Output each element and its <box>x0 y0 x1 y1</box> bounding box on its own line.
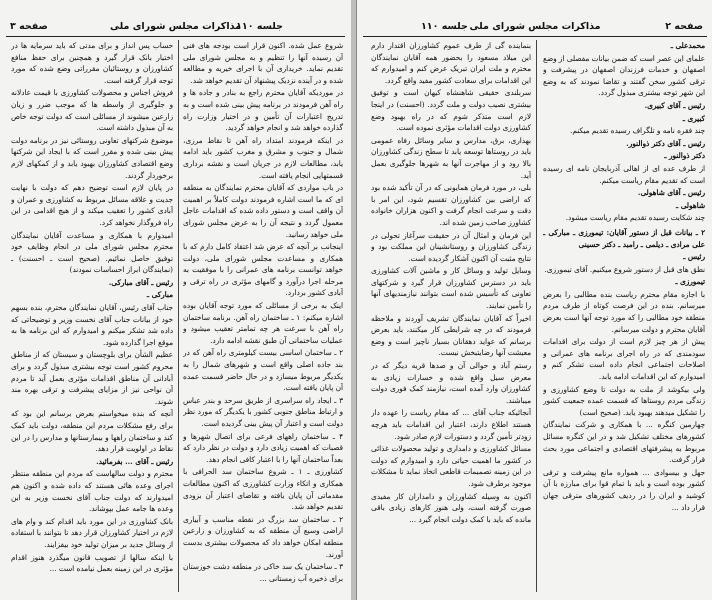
paragraph: ولی بیکوشد از ملت به دولت تا وضع کشاورزی و زندگی مردم روستاها که قسمت عمده جمعیت کشور را تشکیل میدهند بهبود یابد. (صحیح است) <box>543 384 705 417</box>
left-page-title: مذاکرات مجلس شورای ملی <box>110 21 241 32</box>
paragraph: بلی، در مورد فرمان همایونی که در آن تأکید شده بود که اراضی بین کشاورزان تقسیم شود، این امر با دقت و سرعت انجام گرفت و اکنون هزاران خانواده کشاورز صاحب زمین شده اند. <box>371 183 531 227</box>
paragraph: اینک به برخی از مسائلی که مورد توجه آقایان بوده اشاره میکنم: ۱ ـ ساختمان راه آهن. برنامه ساختمان راه آهن با سرعت هر چه تمامتر تعقیب میشود و عملیات ساختمانی آن طبق نقشه ادامه دارد. <box>183 301 343 345</box>
paragraph: سربلندی حقیقی شاهنشاه کیهان است و توفیق بیشتری نصیب دولت و ملت گردد. (احسنت) در اینجا لازم است متذکر شوم که در راه بهبود وضع کشاورزی دولت اقدامات مؤثری نموده است. <box>371 88 531 133</box>
speaker-line: رئیس ـ آقای ... بفرمائید. <box>96 456 173 466</box>
paragraph: جهل و بیسوادی ... همواره مانع پیشرفت و ترقی کشور بوده است و باید با تمام قوا برای مبارزه با آن کوشید و ایران را در ردیف کشورهای مترقی جهان قرار داد ... <box>543 467 705 512</box>
paragraph: ۳ ـ ساختمان یک سد خاکی در منطقه دشت خوزستان برای ذخیره آب زمستانی ... <box>183 562 343 583</box>
speaker-line: تیمورزی ـ <box>675 277 705 287</box>
left-page-column-right <box>183 40 343 592</box>
right-page-header <box>363 20 707 34</box>
paragraph: فروش اجناس و محصولات کشاورزی با قیمت عادلانه و جلوگیری از واسطه ها که موجب ضرر و زیان زارعین میشوند از مسائلی است که دولت توجه خاص به آن مبذول داشته است. <box>11 88 173 133</box>
paragraph: بنماینده گی از طرف عموم کشاورزان اقتدار دارم این میلاد مسعود را بحضور همه آقایان نمایندگان محترم و ملت ایران تبریک عرض کنم و امیدوارم که این اقدامات برای سعادت کشور مفید واقع گردد. <box>371 41 531 85</box>
paragraph: پیش از هر چیز لازم است از دولت برای اقدامات سودمندی که در راه اجرای برنامه های عمرانی و اصلاحات اجتماعی انجام داده است تشکر کنم و امیدوارم که این اقدامات ادامه یابد. <box>543 337 705 382</box>
paragraph: از طرف عده ای از اهالی آذربایجان نامه ای رسیده است که تقدیم مقام ریاست میکنم. <box>543 163 705 185</box>
left-page-number: صفحه ۳ <box>10 21 48 32</box>
right-page <box>356 0 712 600</box>
paragraph: ۲ ـ ساختمان سد بزرگ در نقطه مناسب و آبیاری اراضی وسیع آن منطقه که به کشاورزان و زارعین منطقه امکان خواهد داد که محصولات بیشتری بدست آورند. <box>183 514 343 559</box>
paragraph: بهداری، برق، مدارس و سایر وسائل رفاه عمومی باید در روستاها توسعه یابد تا سطح زندگی کشاورزان بالا رود و از مهاجرت آنها به شهرها جلوگیری بعمل آید. <box>371 135 531 180</box>
left-page <box>0 0 352 600</box>
left-page-session: جلسه ۱۱۰ <box>236 21 283 32</box>
paragraph: نطق های قبل از دستور شروع میکنیم. آقای تیمورزی. <box>544 264 705 274</box>
paragraph: عظیم الشأن برای بلوچستان و سیستان که از مناطق محروم کشور است توجه بیشتری مبذول گردد و برای آبادانی آن مناطق اقدامات مؤثری بعمل آید تا مردم آن نواحی نیز از مزایای پیشرفت و ترقی بهره مند شوند. <box>11 350 173 406</box>
paragraph: بانک کشاورزی در این مورد باید اقدام کند و وام های لازم در اختیار کشاورزان قرار دهد تا بتوانند با استفاده از وسائل جدید بر میزان تولید خود بیفزایند. <box>11 516 173 549</box>
paragraph: امیدوارم با همکاری و مساعدت آقایان نمایندگان محترم مجلس شورای ملی در انجام وظایف خود توفیق حاصل نمائیم. (صحیح است ـ احسنت) ـ (نمایندگان ابراز احساسات نمودند) <box>11 230 173 275</box>
speaker-line: رئیس ـ آقای مبارکی. <box>108 277 173 287</box>
speaker-line: کبیری ـ <box>682 113 705 123</box>
paragraph: ۳ ـ ایجاد راه سراسری از طریق سرحد و بندر عباس و ارتباط مناطق جنوبی کشور با یکدیگر که مورد نظر دولت است و اعتبار آن پیش بینی گردیده است. <box>183 395 343 428</box>
paragraph: رستم آباد و حوالی آن و صدها قریه دیگر که در معرض سیل واقع شده و خسارات زیادی به کشاورزان وارد آمده است، نیازمند کمک فوری دولت میباشند. <box>371 361 531 405</box>
speaker-line: رئیس ـ آقای شاهولی. <box>637 188 705 198</box>
paragraph: با اجازه مقام محترم ریاست بنده مطالبی را بعرض میرسانم. بنده در این فرصت کوتاه از طرف مردم منطقه خود مطالبی را که مورد توجه آنها است بعرض آقایان محترم و دولت میرسانم. <box>543 289 705 334</box>
right-page-title: مذاکرات مجلس شورای ملی <box>469 21 601 32</box>
left-header-rule <box>6 36 345 37</box>
paragraph: ۴ ـ ساختمان راههای فرعی برای اتصال شهرها و قصبات که اهمیت زیادی دارد و دولت در نظر دارد که بعداً ساختمان آنها را با اعتبار کافی انجام دهد. <box>183 431 343 464</box>
paragraph: حساب پس انداز و برای مدتی که باید سرمایه ها در اختیار بانک قرار گیرد و همچنین برای حفظ منافع کشاورزان و روستائیان مقرراتی وضع شده که مورد توجه قرار گرفته است. <box>11 41 173 85</box>
speaker-line: رئیس ـ آقای دکتر ذوالنور. <box>626 138 705 148</box>
speaker-line: رئیس ـ <box>683 252 705 262</box>
paragraph: این فرمان و امثال آن در حقیقت سرآغاز تحولی در زندگی کشاورزان و روستانشینان این مملکت بود و نتایج مثبت آن اکنون آشکار گردیده است. <box>371 230 531 263</box>
right-column-divider <box>536 40 537 592</box>
paragraph: در باب مواردی که آقایان محترم نمایندگان به منطقه ای که ما است اشاره فرمودند دولت کاملاً بر اهمیت آن واقف است و دستور داده شده که اقدامات عاجل معمول گردد و نتیجه آن را به عرض مجلس شورای ملی خواهد رسانید. <box>183 183 343 239</box>
left-page-column-left <box>11 40 173 592</box>
paragraph: چهارمین کنگره ... با همکاری و شرکت نمایندگان کشورهای مختلف تشکیل شد و در این کنگره مسائل مربوط به پیشرفتهای اقتصادی و اجتماعی مورد بحث قرار گرفت. <box>543 420 705 465</box>
paragraph: اکنون به وسیله کشاورزان و دامداران کار مفیدی صورت گرفته است، ولی هنوز کارهای زیادی باقی مانده که باید با کمک دولت انجام گیرد ... <box>371 491 531 524</box>
paragraph: شروع عمل شده. اکنون قرار است بودجه های فنی آن رسیده آنها را تنظیم و به مجلس شورای ملی تقدیم نماید. خریداری آن با اجرای خیریه و مطالعه شده و در آینده نزدیک پیشنهاد آن تقدیم خواهد شد. <box>183 41 343 85</box>
paragraph: با اینکه سالها از تصویب قانون میگذرد هنوز اقدام مؤثری در این زمینه بعمل نیامده است ... <box>11 552 173 574</box>
paragraph: آنجائیکه جناب آقای ... که مقام ریاست را عهده دار هستند اطلاع دارند، اعتبار این اقدامات باید هرچه زودتر تأمین گردد و دستورات لازم صادر شود. <box>371 408 531 441</box>
left-page-header <box>6 20 345 34</box>
speaker-line: مبارکی ـ <box>146 290 173 300</box>
right-page-column-left <box>371 40 531 592</box>
paragraph: محترم و دولت سالهاست که مردم این منطقه منتظر اجرای وعده هائی هستند که داده شده و اکنون هم امیدوارند که دولت جناب آقای نخست وزیر به این وعده ها جامه عمل بپوشاند. <box>11 469 173 514</box>
paragraph: اخیراً که آقایان نمایندگان تشریف آوردند و ملاحظه فرمودند که در چه شرایطی کار میکنند، باید بعرض برسانم که عواید دهقانان بسیار ناچیز است و وضع معیشت آنها رضایتبخش نیست. <box>371 313 531 358</box>
paragraph: موضوع شرکتهای تعاونی روستائی نیز در برنامه دولت پیش بینی شده و مقرر است که با ایجاد این شرکتها وضع اقتصادی کشاورزان بهبود یابد و از کمکهای لازم برخوردار گردند. <box>11 135 173 180</box>
right-page-session: جلسه ۱۱۰ <box>421 21 468 32</box>
paragraph: ۲ ـ ساختمان اساسی بیست کیلومتری راه آهن که در بند جاده اصلی واقع است و شهرهای شمال را به یکدیگر مربوط میسازد و در حال حاضر قسمت عمده آن پایان یافته است. <box>183 348 343 393</box>
left-column-divider <box>178 40 179 592</box>
paragraph: در موردیکه آقایان محترم راجع به بنادر و جاده ها و راه آهن فرمودند در برنامه پیش بینی شده است و به تدریج اعتبارات آن تأمین و در اختیار وزارت راه گذارده خواهد شد و انجام خواهد گردید. <box>183 88 343 133</box>
paragraph: مسائل کشاورزی و دامداری و تولید محصولات غذائی در کشور ما اهمیت حیاتی دارد و امیدوارم که دولت در این زمینه تصمیمات قاطعی اتخاذ نماید تا مشکلات موجود برطرف شود. <box>371 444 531 488</box>
speaker-line: رئیس ـ آقای کبیری. <box>644 100 705 110</box>
speaker-line: شاهولی ـ <box>676 200 705 210</box>
paragraph: کشاورزی ـ ۱ ـ شروع ساختمان سد الحرافی با همکاری و اتکاء وزارت کشاورزی که اکنون مطالعات مقدماتی آن پایان یافته و تقاضای اعتبار آن بزودی تقدیم خواهد شد. <box>183 467 343 512</box>
section-heading: ۲ ـ بیانات قبل از دستور آقایان: تیمورزی ـ مبارکی ـ علی مرادی ـ دیلمی ـ رامبد ـ دکتر حسینی <box>543 227 705 249</box>
paragraph: چند فقره نامه و تلگراف رسیده تقدیم میکنم. <box>570 126 705 136</box>
right-page-number: صفحه ۲ <box>665 21 703 32</box>
paragraph: جناب آقای رئیس، آقایان نمایندگان محترم، بنده بسهم خود از بیانات جناب آقای نخست وزیر و توضیحاتی که داده شد تشکر میکنم و امیدوارم که این برنامه ها به موقع اجرا گذارده شود. <box>11 303 173 347</box>
paragraph: اینجانب بر آنچه که عرض شد اعتقاد کامل دارم که با همکاری و مساعدت مجلس شورای ملی، دولت خواهد توانست برنامه های عمرانی را با موفقیت به مرحله اجرا درآورد و گامهای مؤثری در راه ترقی و آبادی کشور بردارد. <box>183 242 343 298</box>
paragraph: آنچه که بنده میخواستم بعرض برسانم این بود که برای رفع مشکلات مردم این منطقه، دولت باید کمک کند و ساختمان راهها و بیمارستانها و مدارس را در این نقاط در اولویت قرار دهد. <box>11 409 173 454</box>
speaker-line: دکتر ذوالنور ـ <box>664 151 705 161</box>
right-page-column-right <box>543 40 705 592</box>
paragraph: علمای این عصر است که ضمن بیانات مفصلی از وضع اصفهان و خدمات فرزندان اصفهان در پیشرفت و ترقی کشور سخن گفتند و تقاضا نمودند که به وضع این شهر توجه بیشتری مبذول گردد. <box>543 53 705 98</box>
paragraph: چند شکایت رسیده تقدیم مقام ریاست میشود. <box>565 213 705 223</box>
paragraph: در پایان لازم است توضیح دهم که دولت با نهایت جدیت و علاقه مسائل مربوط به کشاورزی و عمران و آبادی کشور را تعقیب میکند و از هیچ اقدامی در این راه فروگذار نخواهد کرد. <box>11 183 173 227</box>
paragraph: در اینکه فرمودند امتداد راه آهن تا نقاط مرزی، شمال و جنوب و مشرق و مغرب کشور باید ادامه یابد، مطالعات لازم در جریان است و نقشه برداری قسمتهایی انجام یافته است. <box>183 135 343 180</box>
right-header-rule <box>363 36 707 37</box>
speaker-line: محمدعلی ـ <box>670 41 705 50</box>
paragraph: وسایل تولید و وسائل کار و ماشین آلات کشاورزی باید در دسترس کشاورزان قرار گیرد و شرکتهای تعاونی که تأسیس شده است بتوانند نیازمندیهای آنها را تأمین نمایند. <box>371 266 531 311</box>
